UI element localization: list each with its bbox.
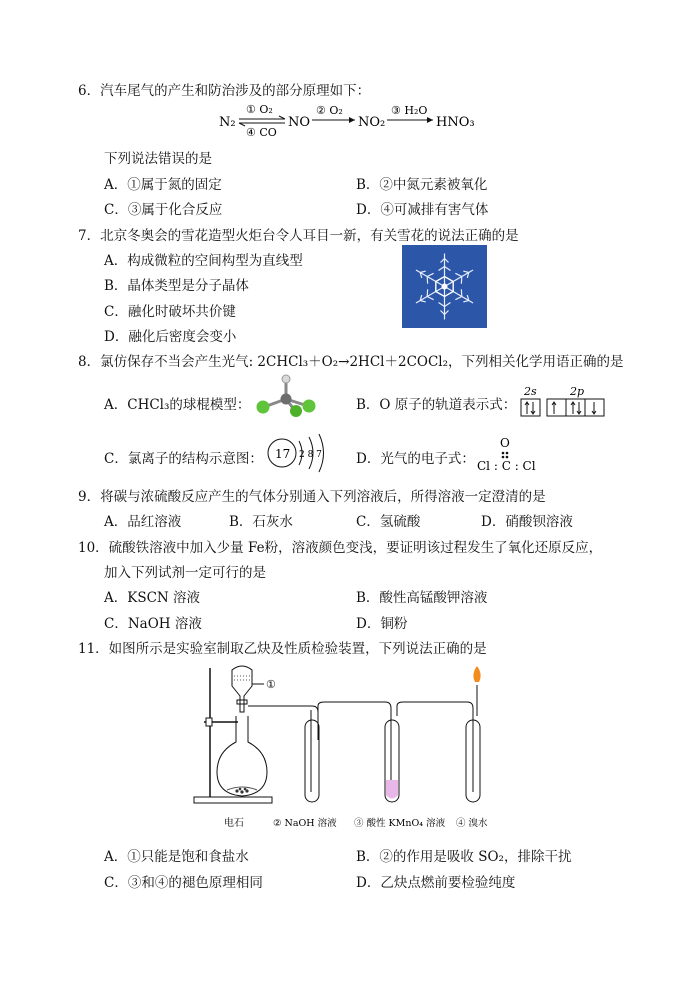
no-formula: NO	[288, 115, 311, 130]
carbon-atom	[281, 394, 292, 405]
lewis-bottom-row: Cl : C : Cl	[477, 459, 536, 473]
chloride-ion-structure	[265, 432, 335, 474]
step2-label: ② O₂	[316, 104, 343, 117]
round-flask	[217, 716, 267, 796]
step1-label: ① O₂	[246, 103, 273, 116]
label-calcium-carbide: 电石	[224, 818, 244, 829]
q6-option-a: A．①属于氮的固定	[104, 177, 222, 193]
q9-option-c: C．氢硫酸	[356, 514, 421, 530]
dropping-funnel	[232, 666, 252, 712]
q8-option-a: A．CHCl₃的球棍模型：	[104, 397, 251, 413]
q11-option-d: D．乙炔点燃前要检验纯度	[356, 875, 516, 891]
label-funnel-1: ①	[266, 678, 276, 691]
q6-option-c: C．③属于化合反应	[104, 202, 223, 218]
q9-option-a: A．品红溶液	[104, 514, 182, 530]
kmno4-solution	[386, 780, 398, 799]
q9-stem: 9．将碳与浓硫酸反应产生的气体分别通入下列溶液后，所得溶液一定澄清的是	[78, 489, 546, 505]
delivery-tube	[248, 706, 318, 740]
q11-option-a: A．①只能是饱和食盐水	[104, 849, 249, 865]
step2-arrow-head	[349, 117, 355, 123]
q7-stem: 7．北京冬奥会的雪花造型火炬台令人耳目一新，有关雪花的说法正确的是	[78, 228, 519, 244]
lewis-oxygen: O	[500, 436, 510, 450]
orbital-2s-box	[521, 399, 540, 416]
stand-base	[194, 797, 272, 803]
chlorine-atom	[303, 400, 316, 413]
q7-option-d: D．融化后密度会变小	[104, 329, 237, 345]
no2-formula: NO₂	[358, 115, 386, 130]
snowflake-image	[402, 245, 487, 328]
phosgene-lewis-structure	[474, 434, 544, 474]
step3-label: ③ H₂O	[391, 104, 428, 117]
q6-prompt: 下列说法错误的是	[104, 151, 212, 167]
q9-option-d: D．硝酸钡溶液	[481, 514, 573, 530]
q9-option-b: B．石灰水	[229, 514, 293, 530]
label-tube-2: ② NaOH 溶液	[273, 818, 337, 829]
chlorine-atom	[257, 401, 270, 414]
chcl3-ball-stick-model	[250, 372, 320, 418]
shell-electrons: 2 8 7	[299, 450, 322, 460]
q7-option-a: A．构成微粒的空间构型为直线型	[104, 253, 303, 269]
q8-stem: 8．氯仿保存不当会产生光气: 2CHCl₃＋O₂→2HCl＋2COCl₂，下列相关化学用语正确的是	[78, 354, 624, 370]
q11-option-b: B．②的作用是吸收 SO₂，排除干扰	[356, 849, 572, 865]
nucleus-charge: 17	[275, 447, 291, 461]
q7-option-b: B．晶体类型是分子晶体	[104, 278, 249, 294]
q11-stem: 11．如图所示是实验室制取乙炔及性质检验装置，下列说法正确的是	[78, 641, 487, 657]
q10-option-c: C．NaOH 溶液	[104, 616, 202, 632]
q8-option-b: B．O 原子的轨道表示式：	[356, 397, 517, 413]
q11-option-c: C．③和④的褪色原理相同	[104, 875, 263, 891]
q10-stem: 10．硫酸铁溶液中加入少量 Fe粉，溶液颜色变浅，要证明该过程发生了氧化还原反应，	[78, 540, 603, 556]
q10-option-b: B．酸性高锰酸钾溶液	[356, 590, 488, 606]
q6-stem: 6．汽车尾气的产生和防治涉及的部分原理如下：	[78, 83, 371, 99]
q10-stem-line2: 加入下列试剂一定可行的是	[104, 565, 266, 581]
q8-option-c: C．氯离子的结构示意图：	[104, 451, 263, 467]
label-tube-4: ④ 溴水	[456, 818, 488, 829]
n2-formula: N₂	[219, 115, 236, 130]
q6-option-d: D．④可减排有害气体	[356, 202, 489, 218]
acetylene-apparatus-diagram	[190, 660, 510, 835]
orbital-2s-label: 2s	[524, 385, 537, 398]
q8-option-d: D．光气的电子式：	[356, 451, 475, 467]
step3-arrow-head	[427, 117, 433, 123]
label-tube-3: ③ 酸性 KMnO₄ 溶液	[354, 818, 446, 829]
q10-option-a: A．KSCN 溶液	[104, 590, 201, 606]
q7-option-c: C．融化时破坏共价键	[104, 304, 236, 320]
orbital-2p-box	[547, 399, 604, 416]
oxygen-orbital-diagram	[518, 384, 610, 420]
chlorine-atom	[290, 405, 302, 417]
q6-reaction-scheme	[215, 98, 485, 140]
test-tube-2	[305, 720, 319, 802]
flame-icon	[473, 666, 480, 682]
hydrogen-atom	[282, 375, 290, 383]
q6-option-b: B．②中氮元素被氧化	[356, 177, 488, 193]
q10-option-d: D．铜粉	[356, 616, 408, 632]
hno3-formula: HNO₃	[436, 115, 475, 130]
orbital-2p-label: 2p	[570, 385, 585, 398]
step4-label: ④ CO	[246, 126, 277, 139]
